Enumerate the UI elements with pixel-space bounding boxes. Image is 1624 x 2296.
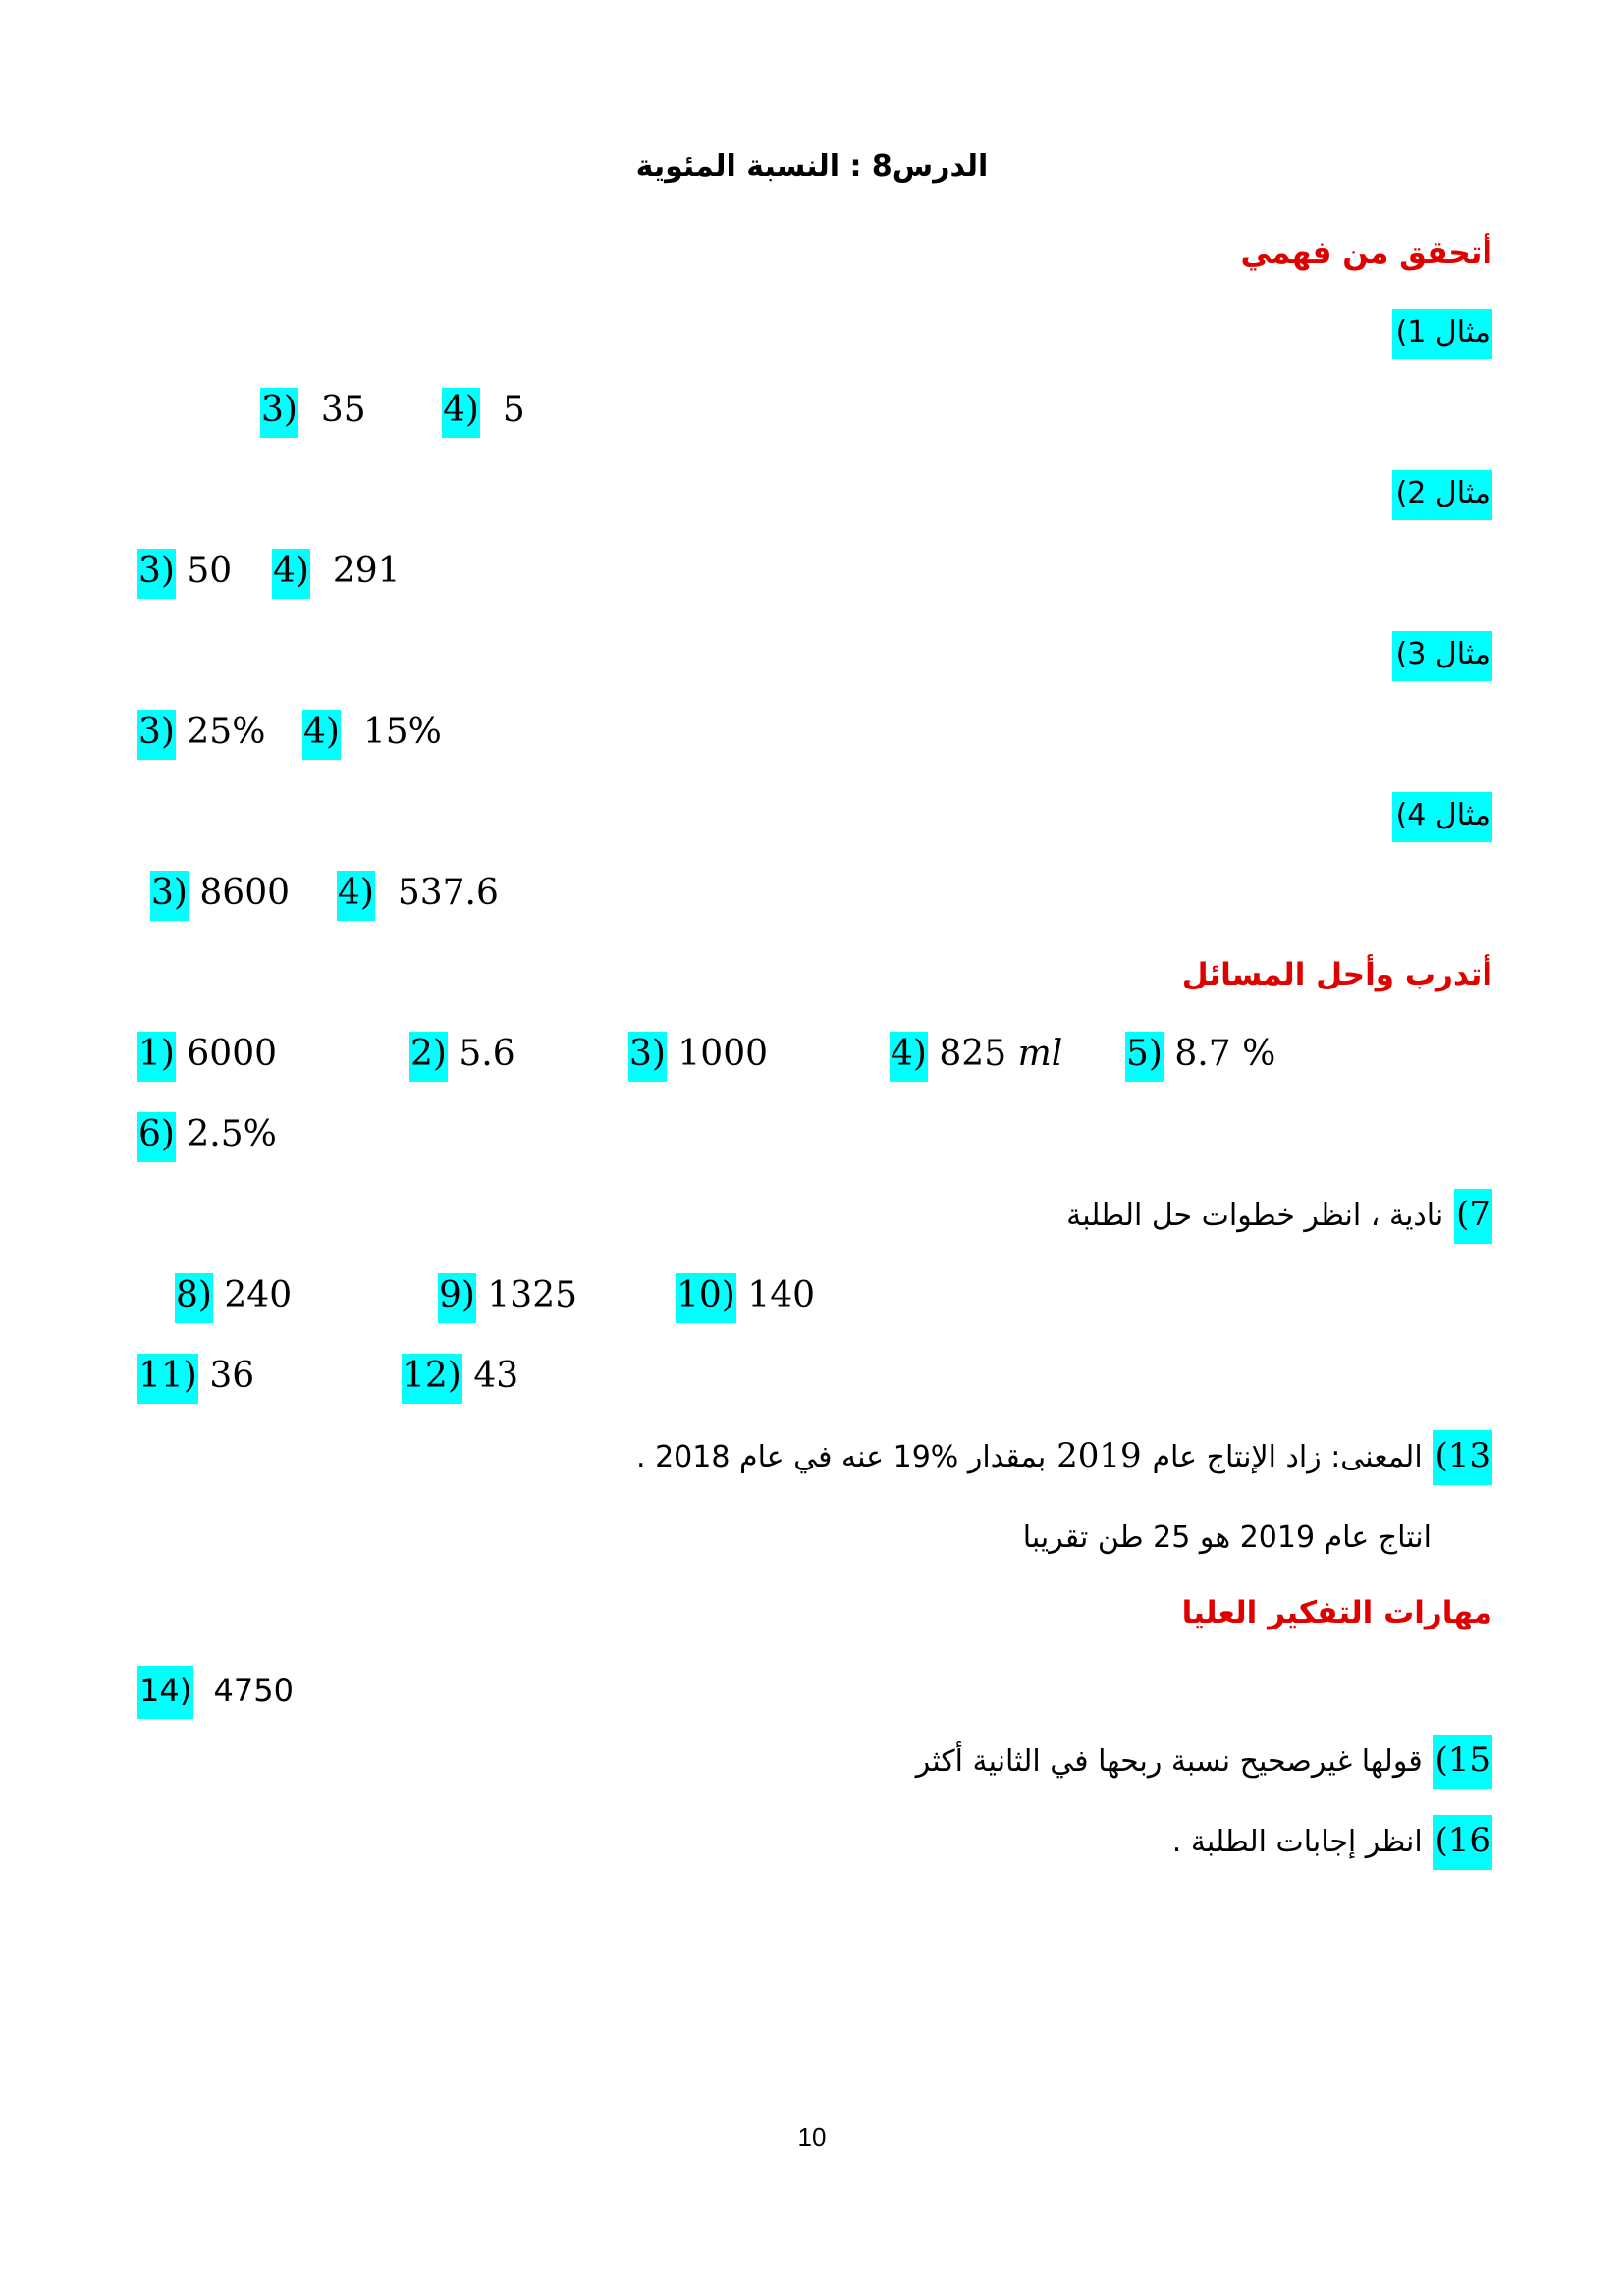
answer-number: 1) — [137, 1032, 176, 1082]
answer-number: 8) — [175, 1273, 213, 1323]
question-15 — [915, 1740, 1492, 1780]
practice-answer-10 — [676, 1275, 816, 1315]
example-1-label — [1392, 314, 1492, 347]
answer-number: 3) — [137, 710, 176, 760]
question-13 — [636, 1436, 1492, 1475]
answer-value: 25% — [187, 712, 266, 752]
example-3-answer-4 — [302, 712, 442, 752]
section-heading-check: أتحقق من فهمي — [1240, 236, 1492, 271]
answer-number: 6) — [137, 1112, 176, 1162]
q13-production-text: انتاج عام 2019 هو 25 طن تقريبا — [1022, 1521, 1432, 1555]
practice-answer-2 — [409, 1034, 515, 1074]
answer-value: 140 — [747, 1275, 816, 1315]
example-label: مثال 3) — [1392, 631, 1492, 681]
q13-text-part2: بمقدار %19 عنه في عام 2018 . — [636, 1440, 1047, 1474]
practice-answer-3 — [628, 1034, 769, 1074]
example-2-answer-3 — [137, 551, 233, 591]
q13-line2 — [1023, 1520, 1432, 1553]
answer-number: 14) — [137, 1666, 193, 1719]
answer-number: 3) — [137, 549, 176, 599]
answer-number: 4) — [337, 871, 375, 921]
example-3-answer-3 — [137, 712, 266, 752]
practice-answer-1 — [137, 1034, 278, 1074]
example-2-label — [1392, 475, 1492, 508]
example-label: مثال 1) — [1392, 309, 1492, 359]
answer-value: 1325 — [487, 1275, 578, 1315]
answer-text: انظر إجابات الطلبة . — [1171, 1825, 1423, 1859]
example-3-label — [1392, 636, 1492, 669]
answer-number: 16) — [1433, 1815, 1492, 1870]
answer-value: 537.6 — [397, 873, 499, 913]
answer-value: 5 — [502, 390, 525, 430]
practice-answer-8 — [175, 1275, 293, 1315]
lesson-title: الدرس8 : النسبة المئوية — [635, 149, 989, 184]
answer-value: 240 — [224, 1275, 293, 1315]
example-label: مثال 4) — [1392, 792, 1492, 842]
answer-value: 4750 — [213, 1672, 294, 1709]
example-1-answer-3 — [260, 390, 366, 430]
answer-number: 4) — [272, 549, 310, 599]
answer-value: 2.5% — [187, 1114, 277, 1154]
practice-answer-11 — [137, 1356, 255, 1396]
example-4-answer-4 — [337, 873, 499, 913]
answer-number: 4) — [302, 710, 341, 760]
example-4-answer-3 — [150, 873, 291, 913]
answer-value: 291 — [332, 551, 401, 591]
practice-answer-9 — [438, 1275, 578, 1315]
answer-value: 35 — [320, 390, 366, 430]
page-number: 10 — [797, 2122, 827, 2152]
question-16 — [1171, 1821, 1492, 1860]
answer-number: 3) — [150, 871, 189, 921]
practice-answer-4 — [890, 1034, 1063, 1074]
answer-number: 15) — [1433, 1735, 1492, 1789]
example-4-label — [1392, 797, 1492, 830]
q13-text-part1: المعنى: زاد الإنتاج عام — [1152, 1440, 1423, 1474]
practice-answer-12 — [402, 1356, 519, 1396]
answer-number: 10) — [676, 1273, 736, 1323]
answer-value: 50 — [187, 551, 233, 591]
answer-value: 43 — [473, 1356, 519, 1396]
example-1-answer-4 — [442, 390, 525, 430]
answer-number: 11) — [137, 1354, 198, 1404]
question-14 — [137, 1672, 294, 1709]
answer-value: 6000 — [187, 1034, 278, 1074]
example-2-answer-4 — [272, 551, 401, 591]
practice-answer-6 — [137, 1114, 277, 1154]
answer-number: 5) — [1125, 1032, 1164, 1082]
answer-value: 8.7 % — [1174, 1034, 1276, 1074]
answer-number: 2) — [409, 1032, 448, 1082]
answer-number: 4) — [442, 388, 480, 438]
answer-value: 825 — [939, 1034, 1007, 1074]
answer-value: 1000 — [677, 1034, 769, 1074]
answer-value: 8600 — [199, 873, 291, 913]
section-heading-practice: أتدرب وأحل المسائل — [1181, 957, 1492, 992]
answer-text: نادية ، انظر خطوات حل الطلبة — [1066, 1199, 1444, 1233]
example-label: مثال 2) — [1392, 470, 1492, 520]
answer-number: 12) — [402, 1354, 462, 1404]
answer-number: 9) — [438, 1273, 476, 1323]
answer-value: 15% — [362, 712, 442, 752]
section-heading-hots: مهارات التفكير العليا — [1181, 1595, 1492, 1630]
answer-unit: ml — [1017, 1034, 1063, 1074]
answer-number: 3) — [628, 1032, 667, 1082]
answer-text: قولها غيرصحيح نسبة ربحها في الثانية أكثر — [915, 1744, 1423, 1779]
answer-number: 3) — [260, 388, 298, 438]
question-7 — [1066, 1195, 1492, 1234]
answer-number: 13) — [1433, 1430, 1492, 1485]
answer-value: 36 — [209, 1356, 255, 1396]
practice-answer-5 — [1125, 1034, 1276, 1074]
q13-year: 2019 — [1056, 1436, 1142, 1475]
answer-number: 4) — [890, 1032, 928, 1082]
answer-value: 5.6 — [459, 1034, 515, 1074]
answer-number: 7) — [1454, 1189, 1492, 1244]
